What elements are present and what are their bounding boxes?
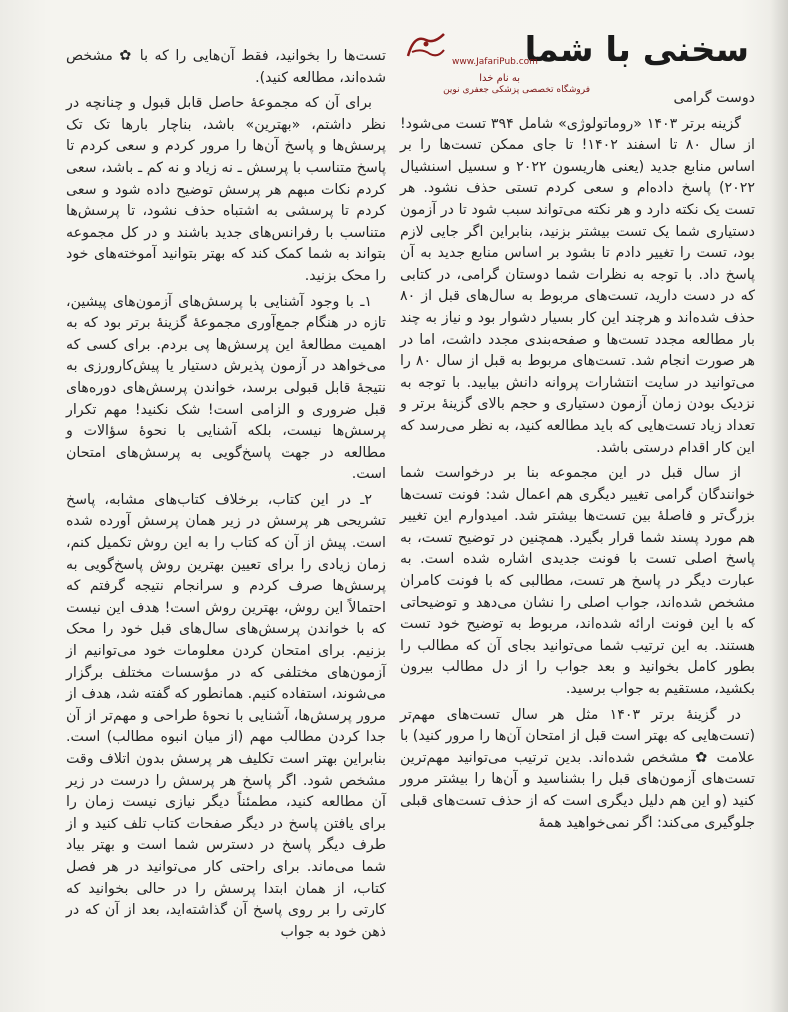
left-column [66, 46, 386, 947]
paragraph: ۲ـ در این کتاب، برخلاف کتاب‌های مشابه، پاسخ تشریحی هر پرسش در زیر همان پرسش آورده شده است. پیش از آن که کتاب را به این روش تکمیل کنم، زمان زیادی را برای تعیین بهترین روش پاسخ‌گویی به پرسش‌ها صرف کردم و سرانجام نتیجه گرفتم که احتمالاً این روش، بهترین روش است! هدف این نیست که با خواندن پرسش‌های سال‌های قبل خود را محک بزنیم. برای امتحان کردن معلومات خود می‌توانیم از آزمون‌های مختلفی که در مؤسسات مختلف برگزار می‌شوند، استفاده کنیم. همانطور که گفته شد، هدف از مرور پرسش‌ها، آشنایی با نحوهٔ طراحی و مهم‌تر از آن جدا کردن مطالب مهم (از میان انبوه مطالب) است. بنابراین بهتر است تکلیف هر پرسش بدون اتلاف وقت مشخص شود. اگر پاسخ هر پرسش را درست در زیر آن مطالعه کنید، مطمئناً دیگر نیازی نیست زمان را برای یافتن پاسخ در دیگر صفحات کتاب تلف کنید و از طرف دیگر پاسخ در دسترس شما است و بهتر بیاد شما می‌ماند. برای راحتی کار می‌توانید در هر فصل کتاب، از همان ابتدا پرسش را در حالی بخوانید که کارتی را بر روی پاسخ آن گذاشته‌اید، بعد از آن که در ذهن خود به جواب [66, 491, 386, 940]
page-title: سخنی با شما [524, 30, 749, 70]
watermark-url: www.JafariPub.com [452, 57, 538, 67]
title-row [400, 28, 755, 95]
watermark-store-name: فروشگاه تخصصی پزشکی جعفری نوین [443, 85, 590, 95]
paragraph: تست‌ها را بخوانید، فقط آن‌هایی را که با ✿ مشخص شده‌اند، مطالعه کنید). [66, 48, 386, 86]
right-column [400, 28, 755, 838]
salutation: دوست گرامی [673, 90, 755, 106]
paragraph: در گزینهٔ برتر ۱۴۰۳ مثل هر سال تست‌های مهم‌تر (تست‌هایی که بهتر است قبل از امتحان آن‌ها را مرور کنید) با علامت ✿ مشخص شده‌اند. بدین ترتیب می‌توانید مهم‌ترین تست‌های آزمون‌های قبل را بشناسید و آن‌ها را بیشتر مرور کنید (و این هم دلیل دیگری است که از حذف تست‌های قبلی جلوگیری می‌کند: اگر نمی‌خواهید همهٔ [400, 706, 755, 831]
paragraph: برای آن که مجموعهٔ حاصل قابل قبول و چنانچه در نظر داشتم، «بهترین» باشد، بناچار بارها تک تک پرسش‌ها و پاسخ آن‌ها را مرور کردم و سعی کردم تا پاسخ متناسب با پرسش ـ نه زیاد و نه کم ـ باشد، سعی کردم نکات مبهم هر پرسش توضیح داده شود و سعی کردم تا پرسشی به اشتباه حذف نشود، تا پرسش‌ها متناسب با رفرانس‌های جدید باشند و در کل مجموعه بتواند به شما کمک کند که بهتر بتوانید آموخته‌های خود را محک بزنید. [66, 95, 386, 284]
publisher-watermark [400, 28, 590, 96]
page-gutter-shadow [770, 0, 788, 1012]
watermark-bismillah: به نام خدا [479, 73, 520, 84]
paragraph: ۱ـ با وجود آشنایی با پرسش‌های آزمون‌های پیشین، تازه در هنگام جمع‌آوری مجموعهٔ گزینهٔ برتر بود که به اهمیت مطالعهٔ این پرسش‌ها پی بردم. برای کسی که می‌خواهد در آزمون پذیرش دستیار یا پیش‌کارورزی به نتیجهٔ قابل قبولی برسد، خواندن پرسش‌های دوره‌های قبل ضروری و الزامی است! شک نکنید! مهم تکرار پرسش‌ها نیست، بلکه آشنایی با نحوهٔ سؤالات و مطالعه در جهت پاسخ‌گویی به پرسش‌های امتحان است. [66, 293, 386, 483]
paragraph: از سال قبل در این مجموعه بنا بر درخواست شما خوانندگان گرامی تغییر دیگری هم اعمال شد: فونت تست‌ها بزرگ‌تر و فاصلهٔ بین تست‌ها بیشتر شد. امیدوارم این تغییر هم مورد پسند شما قرار بگیرد. همچنین در توضیح تست، به پاسخ اصلی تست با فونت جدیدی اشاره شده است. به عبارت دیگر در پاسخ هر تست، مطالبی که با فونت کامران مشخص شده‌اند، جواب اصلی را نشان می‌دهد و توضیحاتی که با این فونت ارائه شده‌اند، مربوط به توضیح خود تست هستند. به این ترتیب شما می‌توانید بجای آن که مطالب را بطور کامل بخوانید و بعد جواب را از دل مطالب بیرون بکشید، مستقیم به جواب برسید. [400, 465, 755, 698]
jafari-pub-seal-icon [404, 30, 448, 60]
paragraph: گزینه برتر ۱۴۰۳ «روماتولوژی» شامل ۳۹۴ تست می‌شود! از سال ۸۰ تا اسفند ۱۴۰۲! تا جای ممکن تست‌ها را بر اساس منابع جدید (یعنی هاریسون ۲۰۲۲ و سسیل اسنشیال ۲۰۲۲) پاسخ داده‌ام و سعی کردم تستی حذف نشود. هر تست یک نکته دارد و هر نکته می‌تواند سبب شود تا در آزمون دستیاری شما یک تست بیشتر بزنید، بنابراین اگر جایی لازم بود، تست را تغییر دادم تا بشود بر اساس منابع جدید به آن پاسخ داد. با توجه به نظرات شما دوستان گرامی، در کتابی که در دست دارید، تست‌های مربوط به سال‌های قبل از ۸۰ حذف شده‌اند و هرچند این کار بسیار دشوار بود و نیاز به چند بار مطالعه مجدد تست‌ها و صفحه‌بندی مجدد داشت، اما در هر صورت انجام شد. تست‌های مربوط به قبل از سال ۸۰ را می‌توانید در سایت انتشارات پروانه دانش بیابید. با توجه به نزدیک بودن زمان آزمون دستیاری و حجم بالای گزینهٔ برتر و تعداد زیاد تست‌هایی که باید مطالعه کنید، به نظر می‌رسد که این کار اقدام درستی باشد. [400, 115, 756, 456]
